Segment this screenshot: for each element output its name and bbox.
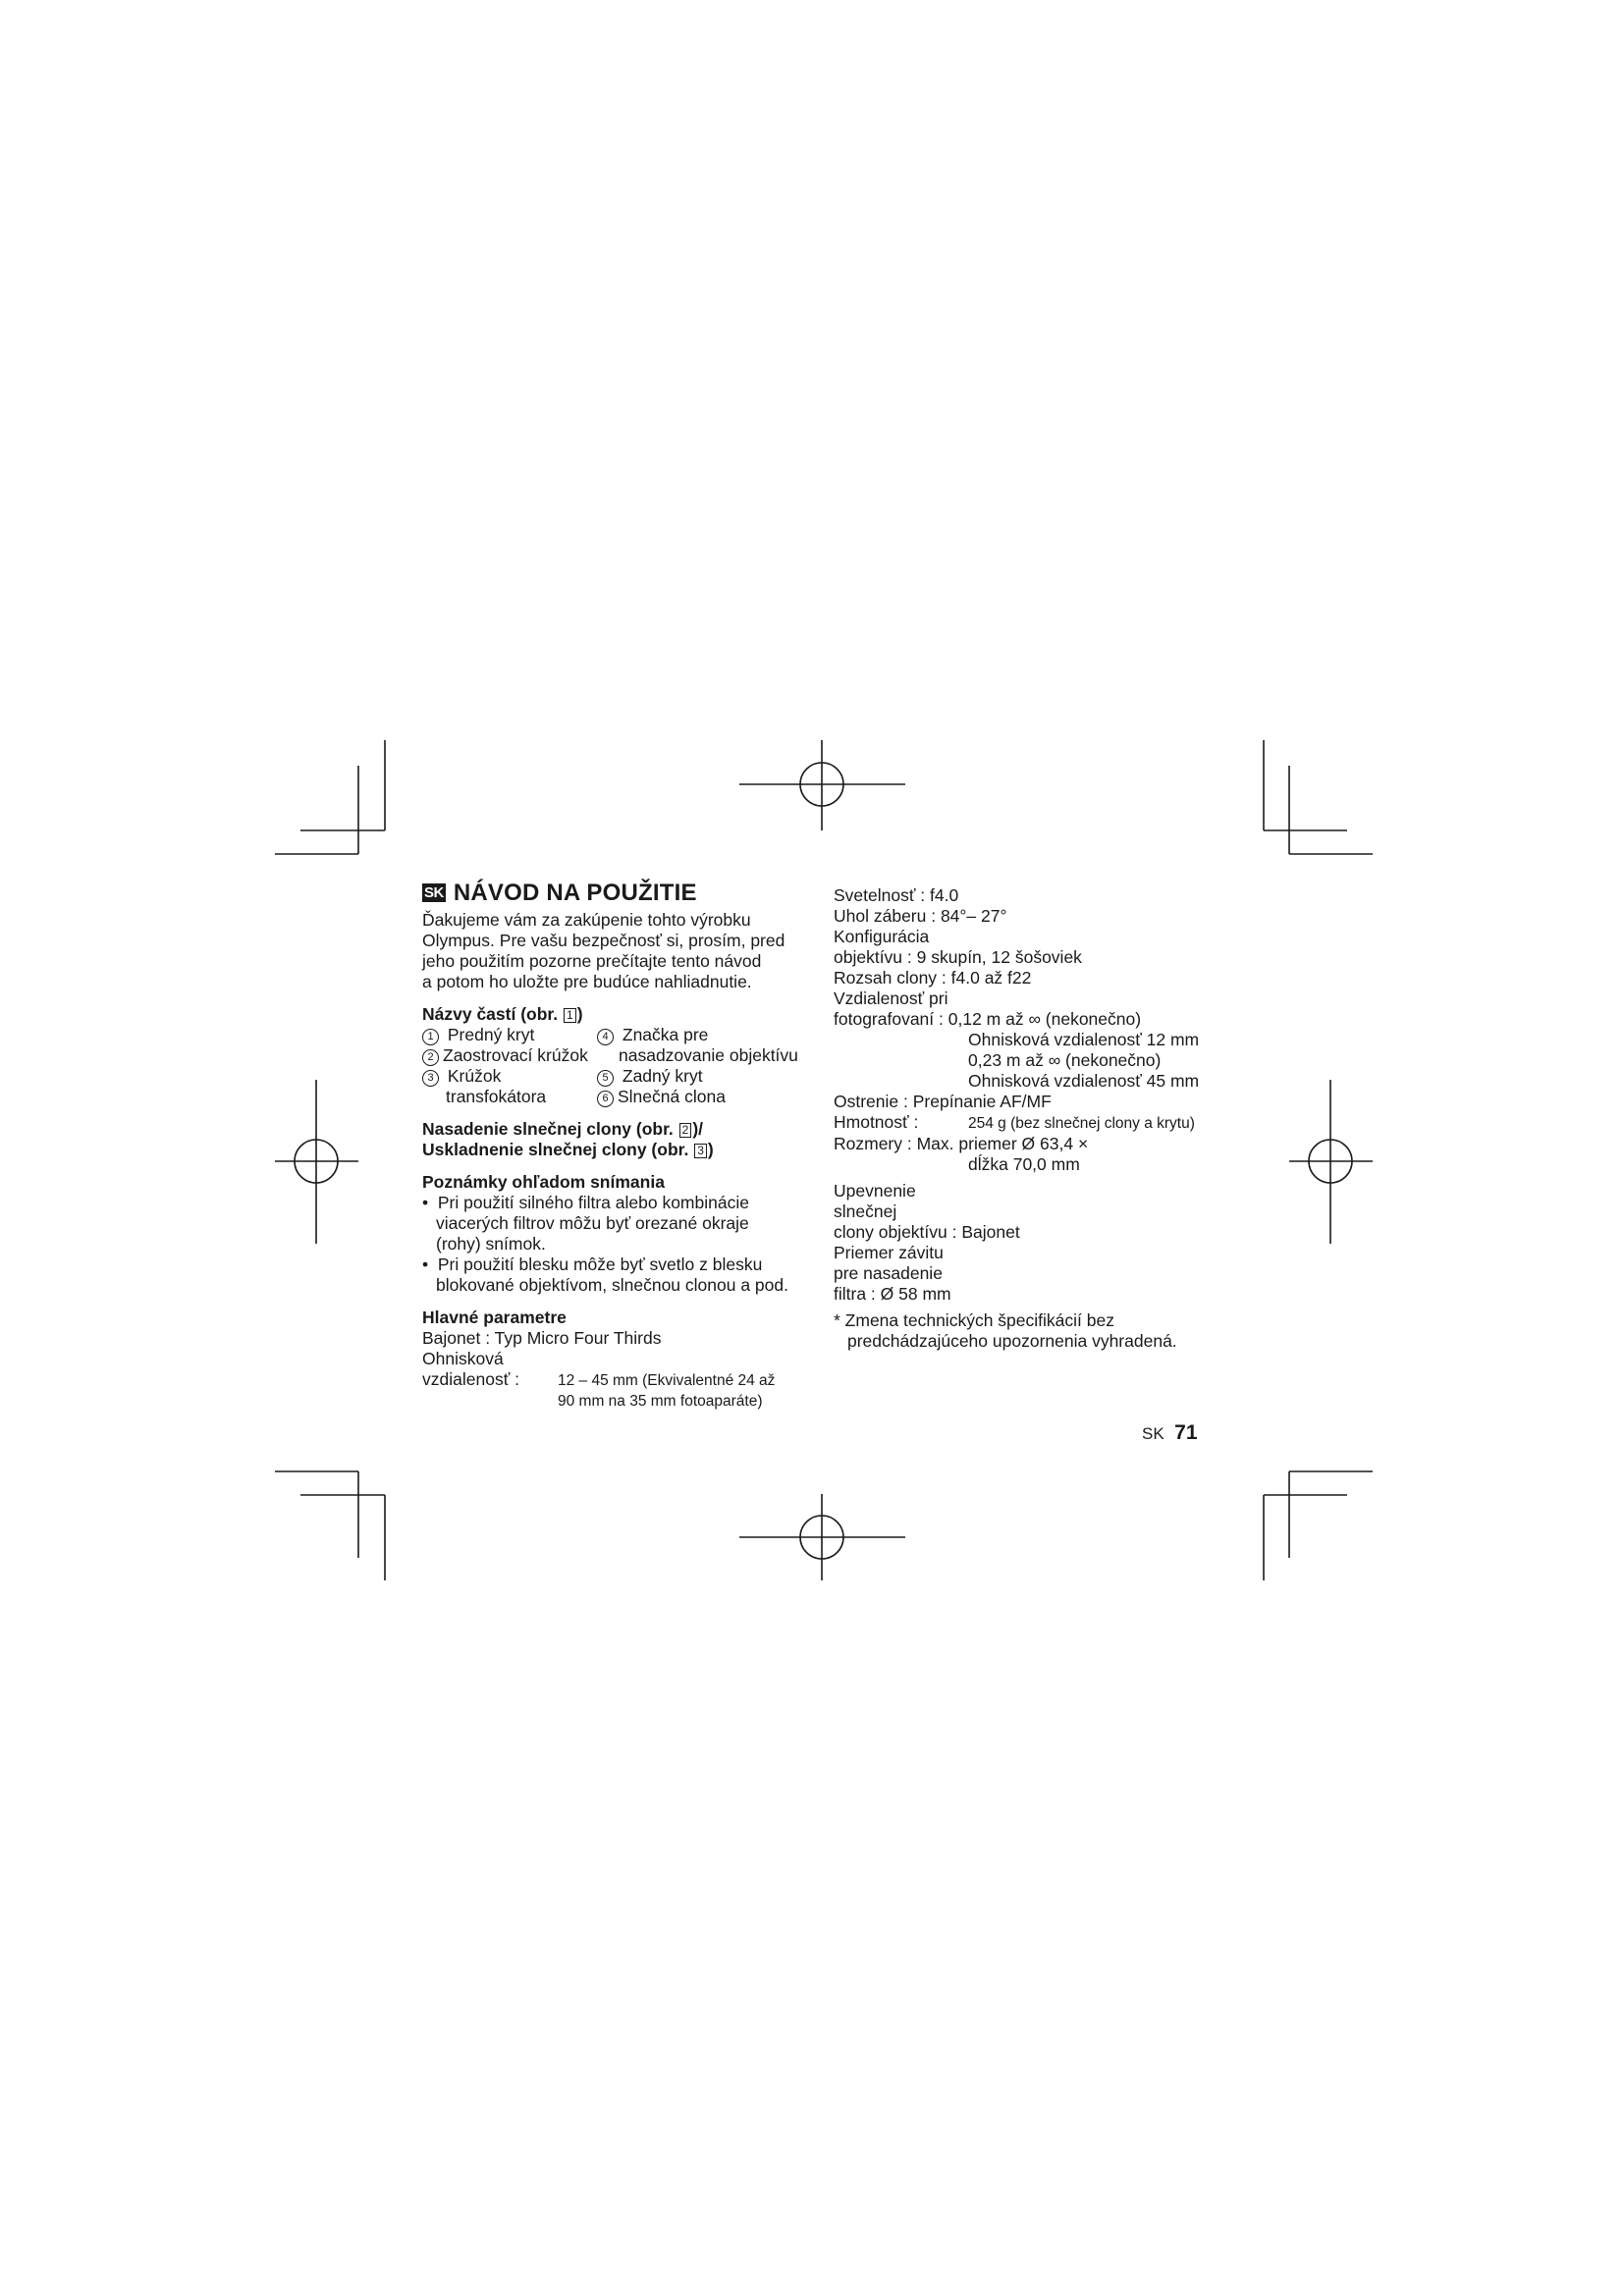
part-item: 1 Predný kryt — [422, 1025, 534, 1045]
hood-heading-attach: Nasadenie slnečnej clony (obr. 2 )/ — [422, 1119, 704, 1139]
parts-heading: Názvy častí (obr. 1 ) — [422, 1004, 583, 1024]
spec-dimensions-cont: dĺžka 70,0 mm — [968, 1154, 1080, 1174]
number-marker: 4 — [597, 1029, 614, 1045]
crop-mark-top-right — [1264, 740, 1373, 854]
spec-config: objektívu : 9 skupín, 12 šošoviek — [834, 947, 1082, 967]
spec-aperture-range: Rozsah clony : f4.0 až f22 — [834, 968, 1032, 988]
notes-bullet: • Pri použití blesku môže byť svetlo z blesku blokované objektívom, slnečnou clonou a pod. — [422, 1255, 788, 1295]
registration-mark-top — [739, 740, 905, 830]
title-text: NÁVOD NA POUŽITIE — [453, 879, 697, 906]
crop-mark-bottom-left — [275, 1471, 385, 1580]
hood-heading-store: Uskladnenie slnečnej clony (obr. 3 ) — [422, 1140, 714, 1159]
intro-line: Ďakujeme vám za zakúpenie tohto výrobku — [422, 910, 751, 930]
figure-ref: 2 — [679, 1123, 692, 1138]
spec-distance-cont: Ohnisková vzdialenosť 45 mm — [968, 1071, 1200, 1091]
intro-line: Olympus. Pre vašu bezpečnosť si, prosím, pred — [422, 931, 785, 950]
spec-distance-label: Vzdialenosť pri — [834, 988, 948, 1008]
number-marker: 5 — [597, 1070, 614, 1087]
spec-dimensions: Rozmery : Max. priemer Ø 63,4 × — [834, 1134, 1089, 1153]
left-column — [422, 876, 815, 1412]
number-marker: 6 — [597, 1091, 614, 1107]
spec-filter: filtra : Ø 58 mm — [834, 1284, 951, 1304]
parts-list — [422, 1025, 815, 1107]
spec-hood-mount-label: slnečnej — [834, 1201, 897, 1221]
crop-mark-top-left — [275, 740, 385, 854]
spec-distance-cont: Ohnisková vzdialenosť 12 mm — [968, 1030, 1200, 1049]
part-item: 2 Zaostrovací krúžok — [422, 1045, 588, 1066]
spec-focal: vzdialenosť : 12 – 45 mm (Ekvivalentné 24 až — [422, 1369, 776, 1389]
page-lang: SK — [1142, 1424, 1164, 1443]
part-item: 4 Značka pre — [597, 1025, 708, 1045]
spec-hood-mount: clony objektívu : Bajonet — [834, 1222, 1020, 1242]
language-badge: SK — [424, 883, 444, 901]
right-column — [834, 885, 1226, 1352]
spec-angle: Uhol záberu : 84°– 27° — [834, 906, 1007, 926]
number-marker: 2 — [422, 1049, 439, 1066]
intro-line: a potom ho uložte pre budúce nahliadnutie. — [422, 972, 752, 991]
footnote-cont: predchádzajúceho upozornenia vyhradená. — [847, 1331, 1177, 1351]
spec-hood-mount-label: Upevnenie — [834, 1181, 916, 1201]
spec-config-label: Konfigurácia — [834, 927, 930, 946]
spec-mount: Bajonet : Typ Micro Four Thirds — [422, 1328, 662, 1348]
part-item-continued: transfokátora — [446, 1087, 547, 1106]
spec-filter-label: Priemer závitu — [834, 1243, 944, 1262]
spec-filter-label: pre nasadenie — [834, 1263, 943, 1283]
page-number — [1142, 1421, 1198, 1445]
intro-paragraph — [422, 910, 815, 992]
registration-mark-bottom — [739, 1494, 905, 1580]
spec-distance-cont: 0,23 m až ∞ (nekonečno) — [968, 1050, 1162, 1070]
specs-heading: Hlavné parametre — [422, 1308, 567, 1327]
spec-focal-cont: 90 mm na 35 mm fotoaparáte) — [558, 1393, 763, 1410]
intro-line: jeho použitím pozorne prečítajte tento návod — [422, 951, 762, 971]
page-num: 71 — [1174, 1421, 1198, 1444]
figure-ref: 3 — [694, 1144, 707, 1158]
part-item: 3 Krúžok — [422, 1066, 501, 1087]
part-item: 6 Slnečná clona — [597, 1087, 726, 1107]
footnote: * Zmena technických špecifikácií bez — [834, 1310, 1114, 1330]
spec-distance: fotografovaní : 0,12 m až ∞ (nekonečno) — [834, 1009, 1142, 1029]
registration-mark-left — [275, 1080, 358, 1244]
notes-bullet: • Pri použití silného filtra alebo kombinácie viacerých filtrov môžu byť orezané okraje (rohy) snímok. — [422, 1193, 749, 1254]
number-marker: 1 — [422, 1029, 439, 1045]
part-item-continued: nasadzovanie objektívu — [619, 1045, 798, 1065]
figure-ref: 1 — [564, 1008, 576, 1023]
spec-weight: Hmotnosť : 254 g (bez slnečnej clony a krytu) — [834, 1112, 1195, 1132]
part-item: 5 Zadný kryt — [597, 1066, 703, 1087]
notes-heading: Poznámky ohľadom snímania — [422, 1172, 665, 1192]
spec-aperture: Svetelnosť : f4.0 — [834, 885, 959, 905]
number-marker: 3 — [422, 1070, 439, 1087]
spec-focus: Ostrenie : Prepínanie AF/MF — [834, 1092, 1052, 1111]
crop-mark-bottom-right — [1264, 1471, 1373, 1580]
spec-focal-label: Ohnisková — [422, 1349, 504, 1368]
page-title — [422, 876, 815, 909]
registration-mark-right — [1289, 1080, 1373, 1244]
